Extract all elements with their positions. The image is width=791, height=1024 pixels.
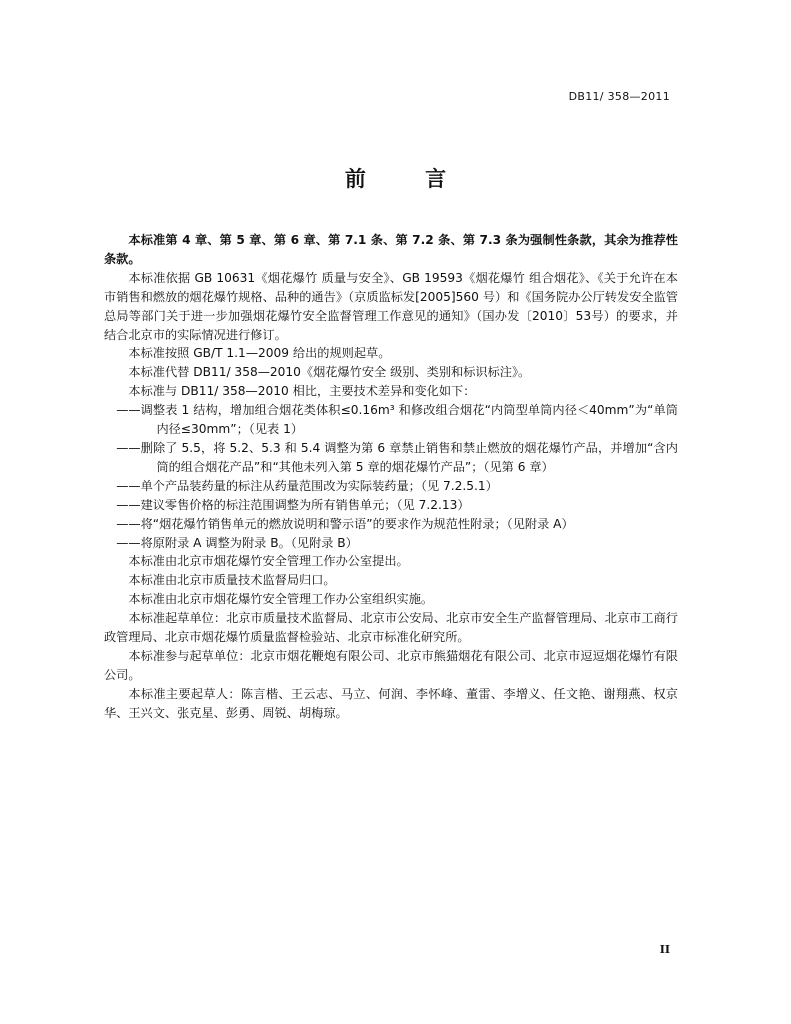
mandatory-clause-paragraph: 本标准第 4 章、第 5 章、第 6 章、第 7.1 条、第 7.2 条、第 7.3 条为强制性条款，其余为推荐性条款。 xyxy=(104,233,678,266)
basis-paragraph: 本标准依据 GB 10631《烟花爆竹 质量与安全》、GB 19593《烟花爆竹 组合烟花》、《关于允许在本市销售和燃放的烟花爆竹规格、品种的通告》（京质监标发[2005]560 号）和《国务院办公厅转发安全监管总局等部门关于进一步加强烟花爆竹安全监督管理工作意见的通知》（国办发〔2010〕53号）的要求，并结合北京市的实际情况进行修订。 xyxy=(104,270,678,342)
changes-intro-paragraph: 本标准与 DB11/ 358—2010 相比，主要技术差异和变化如下： xyxy=(128,384,476,399)
drafters-paragraph: 本标准主要起草人：陈言楷、王云志、马立、何润、李怀峰、董雷、李增义、任文艳、谢翔燕、权京华、王兴文、张克星、彭勇、周锐、胡梅琼。 xyxy=(104,686,678,720)
change-item: ——将原附录 A 调整为附录 B。（见附录 B） xyxy=(116,535,358,550)
change-item: ——单个产品装药量的标注从药量范围改为实际装药量；（见 7.2.5.1） xyxy=(116,478,498,493)
drafting-rules-paragraph: 本标准按照 GB/T 1.1—2009 给出的规则起草。 xyxy=(128,346,391,361)
proposer-paragraph: 本标准由北京市烟花爆竹安全管理工作办公室提出。 xyxy=(128,554,409,569)
change-item: ——将“烟花爆竹销售单元的燃放说明和警示语”的要求作为规范性附录；（见附录 A） xyxy=(116,516,574,531)
change-item: ——删除了 5.5，将 5.2、5.3 和 5.4 调整为第 6 章禁止销售和禁止燃放的烟花爆竹产品，并增加“含内筒的组合烟花产品”和“其他未列入第 5 章的烟花爆竹产品”；（见第 6 章） xyxy=(116,440,678,474)
standard-number: DB11/ 358—2011 xyxy=(568,90,670,103)
centralized-unit-paragraph: 本标准由北京市质量技术监督局归口。 xyxy=(128,573,336,588)
change-item: ——建议零售价格的标注范围调整为所有销售单元；（见 7.2.13） xyxy=(116,497,470,512)
participating-units-paragraph: 本标准参与起草单位：北京市烟花鞭炮有限公司、北京市熊猫烟花有限公司、北京市逗逗烟花爆竹有限公司。 xyxy=(104,648,678,682)
page-title: 前 言 xyxy=(344,167,473,191)
foreword-body xyxy=(104,231,678,723)
replacement-paragraph: 本标准代替 DB11/ 358—2010《烟花爆竹安全 级别、类别和标识标注》。 xyxy=(128,365,531,380)
page-number: II xyxy=(659,943,670,956)
implementation-paragraph: 本标准由北京市烟花爆竹安全管理工作办公室组织实施。 xyxy=(128,592,434,607)
drafting-units-paragraph: 本标准起草单位：北京市质量技术监督局、北京市公安局、北京市安全生产监督管理局、北京市工商行政管理局、北京市烟花爆竹质量监督检验站、北京市标准化研究所。 xyxy=(104,611,678,645)
change-item: ——调整表 1 结构，增加组合烟花类体积≤0.16m³ 和修改组合烟花“内筒型单筒内径＜40mm”为“单筒内径≤30mm”；（见表 1） xyxy=(116,403,678,437)
